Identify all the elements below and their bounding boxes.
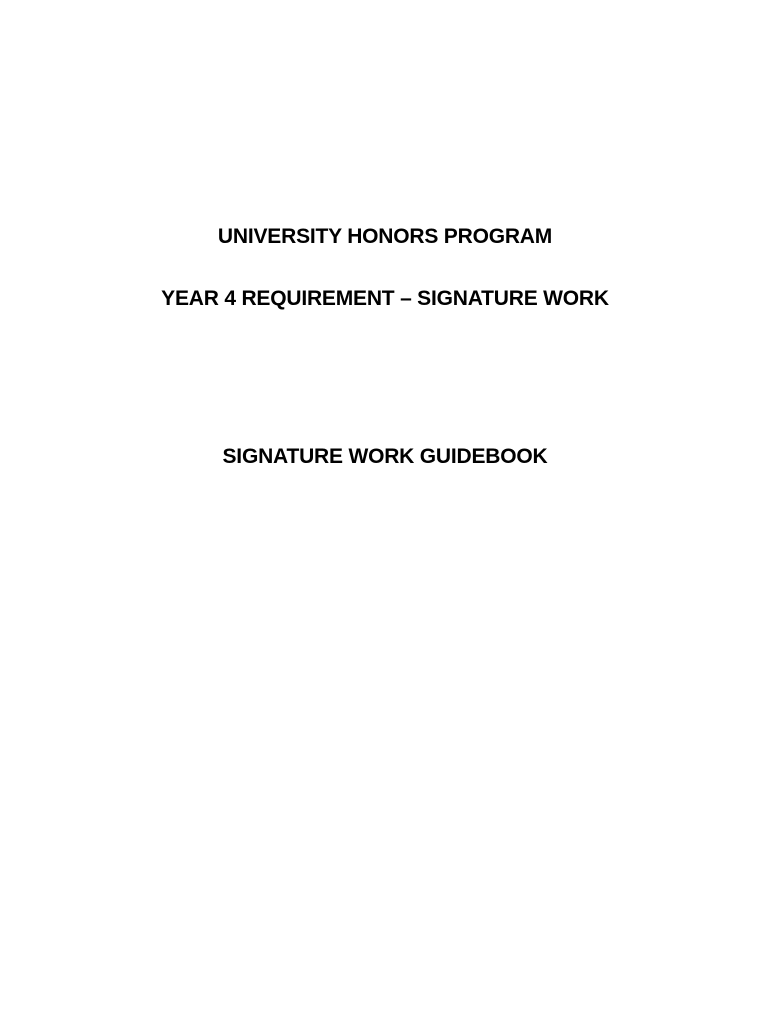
requirement-title: YEAR 4 REQUIREMENT – SIGNATURE WORK: [161, 287, 609, 310]
guidebook-title: SIGNATURE WORK GUIDEBOOK: [222, 445, 548, 468]
program-title: UNIVERSITY HONORS PROGRAM: [217, 225, 553, 248]
